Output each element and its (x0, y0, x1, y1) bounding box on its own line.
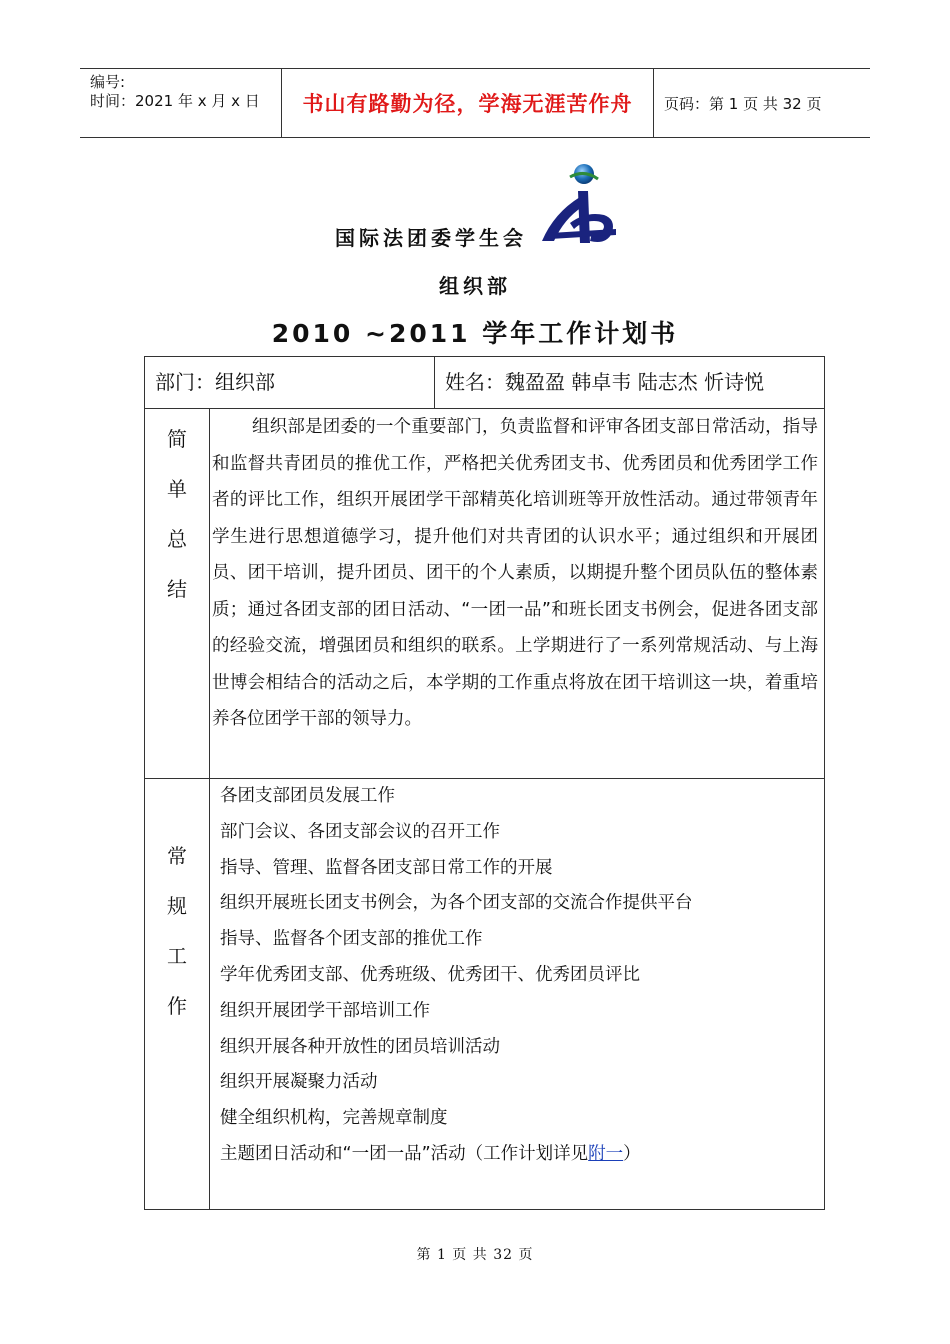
list-item: 组织开展班长团支书例会，为各个团支部的交流合作提供平台 (220, 893, 693, 914)
header-meta (80, 69, 282, 137)
page-footer: 第 1 页 共 32 页 (416, 1247, 534, 1263)
dept-title: 组织部 (439, 274, 511, 298)
page-header (80, 68, 870, 138)
list-item: 指导、监督各个团支部的推优工作 (220, 929, 483, 950)
list-item: 组织开展团学干部培训工作 (220, 1000, 430, 1021)
summary-label-char: 简 (167, 427, 187, 451)
routine-label-char: 规 (167, 894, 187, 918)
table-row-summary (145, 409, 824, 779)
header-page-info: 页码：第 1 页 共 32 页 (664, 94, 822, 113)
plan-table (144, 356, 825, 1210)
org-title: 国际法团委学生会 (335, 226, 527, 250)
list-item: 组织开展各种开放性的团员培训活动 (220, 1036, 500, 1057)
list-item: 学年优秀团支部、优秀班级、优秀团干、优秀团员评比 (220, 964, 640, 985)
last-item-prefix: 主题团日活动和“一团一品”活动（工作计划详见 (220, 1143, 589, 1164)
table-row-info (145, 357, 824, 409)
serial-label: 编号: (90, 73, 126, 91)
plan-title: 2010 ~2011 学年工作计划书 (271, 319, 679, 348)
routine-label-char: 常 (167, 844, 187, 868)
routine-label (145, 779, 210, 1209)
list-item: 各团支部团员发展工作 (220, 786, 395, 806)
appendix-link[interactable]: 附一 (588, 1143, 624, 1164)
summary-label (145, 409, 210, 778)
header-motto: 书山有路勤为径，学海无涯苦作舟 (282, 69, 654, 137)
list-item: 指导、管理、监督各团支部日常工作的开展 (220, 857, 553, 878)
summary-label-char: 结 (167, 577, 187, 601)
summary-label-char: 总 (167, 527, 187, 551)
list-item: 健全组织机构，完善规章制度 (220, 1108, 448, 1129)
list-item-with-link (220, 1137, 693, 1173)
dept-cell: 部门：组织部 (145, 357, 435, 408)
names-cell: 姓名：魏盈盈 韩卓韦 陆志杰 忻诗悦 (445, 370, 765, 394)
time-label: 时间：2021 年 x 月 x 日 (90, 92, 260, 110)
summary-label-char: 单 (167, 477, 187, 501)
summary-text: 组织部是团委的一个重要部门，负责监督和评审各团支部日常活动，指导和监督共青团员的推优工作，严格把关优秀团支书、优秀团员和优秀团学工作者的评比工作，组织开展团学干部精英化培训班等开放性活动。通过带领青年学生进行思想道德学习，提升他们对共青团的认识水平；通过组织和开展团员、团干培训，提升团员、团干的个人素质，以期提升整个团员队伍的整体素质；通过各团支部的团日活动、“一团一品”和班长团支书例会，促进各团支部的经验交流，增强团员和组织的联系。上学期进行了一系列常规活动、与上海世博会相结合的活动之后，本学期的工作重点将放在团干培训这一块，着重培养各位团学干部的领导力。 (212, 417, 818, 729)
routine-list (220, 779, 693, 1173)
ilaw-logo-icon (540, 163, 618, 245)
table-row-routine (145, 779, 824, 1209)
routine-label-char: 工 (167, 944, 187, 968)
last-item-suffix: ） (623, 1143, 641, 1164)
list-item: 部门会议、各团支部会议的召开工作 (220, 821, 500, 842)
routine-label-char: 作 (167, 994, 187, 1018)
list-item: 组织开展凝聚力活动 (220, 1072, 378, 1093)
